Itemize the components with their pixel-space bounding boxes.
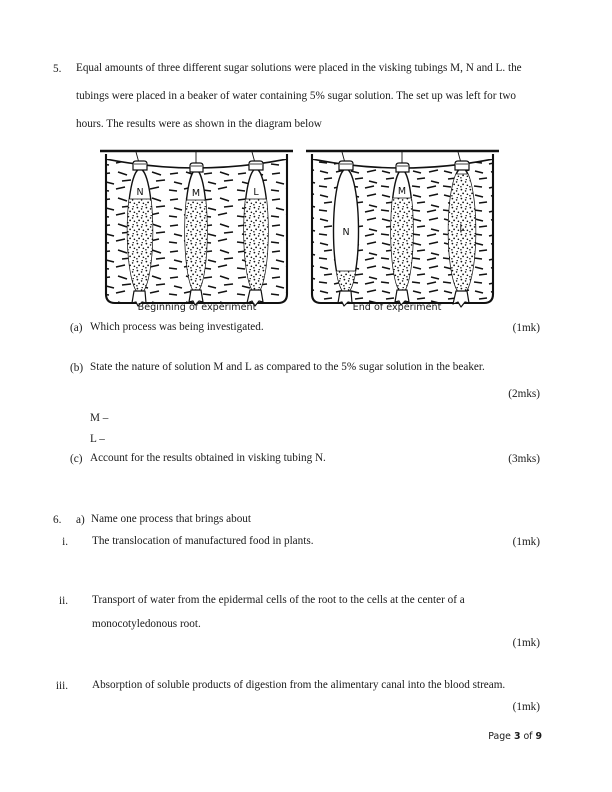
question-5a-text: Which process was being investigated.: [90, 321, 264, 333]
tube-label-M-begin: M: [191, 188, 201, 199]
page-total-number: 9: [535, 731, 542, 742]
tube-label-L-begin: L: [253, 187, 259, 198]
beaker-beginning: [100, 151, 293, 306]
question-5-stem-line-1: Equal amounts of three different sugar solutions were placed in the visking tubings M, N and L. the: [76, 62, 522, 74]
question-6-number: 6.: [53, 514, 62, 526]
tube-label-N-end: N: [342, 227, 350, 238]
question-6-item-ii-text-line-1: Transport of water from the epidermal cells of the root to the cells at the center of a: [92, 594, 465, 606]
question-6-item-iii-marks: (1mk): [512, 701, 540, 713]
question-6a-label: a): [76, 514, 85, 526]
tube-label-M-end: M: [397, 186, 407, 197]
page-footer: [488, 731, 542, 742]
question-5-stem-line-3: hours. The results were as shown in the diagram below: [76, 118, 322, 130]
page-footer-middle: of: [520, 731, 536, 742]
visking-tubing-diagram: [100, 143, 500, 318]
question-6-item-i-marks: (1mk): [512, 536, 540, 548]
question-6-item-ii-marks: (1mk): [512, 637, 540, 649]
question-6-item-ii-text-line-2: monocotyledonous root.: [92, 618, 201, 630]
question-6-item-iii-numeral: iii.: [55, 680, 68, 692]
question-5-stem-line-2: tubings were placed in a beaker of water containing 5% sugar solution. The set up was left for two: [76, 90, 517, 102]
page-current-number: 3: [513, 731, 521, 742]
answer-line-L[interactable]: L –: [90, 433, 105, 445]
question-6-item-i-text: The translocation of manufactured food in plants.: [92, 535, 314, 547]
question-5c-label: (c): [70, 453, 83, 465]
question-5c-text: Account for the results obtained in visking tubing N.: [90, 452, 326, 464]
tube-label-L-end: L: [459, 223, 465, 234]
question-5c-marks: (3mks): [508, 453, 540, 465]
question-5-number: 5.: [53, 63, 62, 75]
answer-line-M[interactable]: M –: [90, 412, 109, 424]
figure-caption-beginning: Beginning of experiment: [137, 302, 257, 313]
tube-label-N-begin: N: [136, 187, 144, 198]
question-5a-marks: (1mk): [512, 322, 540, 334]
question-5a-label: (a): [70, 322, 83, 334]
osmosis-experiment-figure: [100, 143, 500, 318]
beaker-end: [306, 151, 499, 307]
question-6-item-i-numeral: i.: [62, 536, 68, 548]
question-6-item-ii-numeral: ii.: [58, 595, 68, 607]
question-6a-stem: Name one process that brings about: [91, 513, 252, 525]
question-5b-label: (b): [70, 362, 84, 374]
page-footer-prefix: Page: [488, 731, 514, 742]
question-5b-text: State the nature of solution M and L as compared to the 5% sugar solution in the beaker.: [90, 361, 485, 373]
figure-caption-end: End of experiment: [352, 302, 442, 313]
question-6-item-iii-text: Absorption of soluble products of digestion from the alimentary canal into the blood stream.: [92, 679, 506, 691]
question-5b-marks: (2mks): [508, 388, 540, 400]
